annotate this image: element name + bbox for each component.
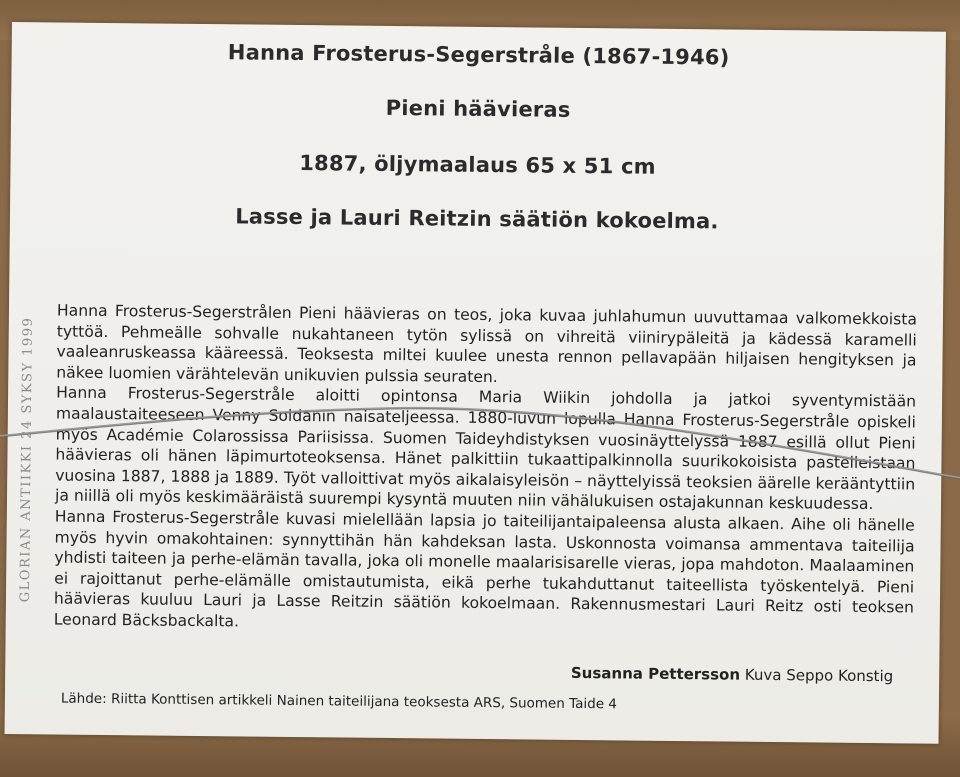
source-line: Lähde: Riitta Konttisen artikkeli Nainen taiteilijana teoksesta ARS, Suomen Taide 4 bbox=[60, 690, 618, 713]
artist-heading: Hanna Frosterus-Segerstråle (1867-1946) bbox=[227, 40, 730, 70]
side-source-text: GLORIAN ANTIIKKI 24 SYKSY 1999 bbox=[17, 316, 36, 603]
author-name: Susanna Pettersson bbox=[570, 663, 741, 684]
info-placard bbox=[5, 22, 946, 744]
credit-line bbox=[571, 664, 893, 685]
paragraph-3: Hanna Frosterus-Segerstråle kuvasi mielellään lapsia jo taiteilijantaipaleensa alusta alkaen. Aihe oli hänelle myös hyvin omakohtainen: synnyttihän hän kahdeksan lasta. Uskonnosta voimansa ammentava taiteilija yhdisti taiteen ja perhe-elämän tavalla, joka oli monelle maalarisisarelle vieras, jopa mahdoton. Maalaaminen ei rajoittanut perhe-elämälle omistautumista, eikä perhe tukahduttanut taiteellista työskentelyä. Pieni häävieras kuuluu Lauri ja Lasse Reitzin säätiön kokoelmaan. Rakennusmestari Lauri Reitz osti teoksen Leonard Bäcksbackalta. bbox=[53, 507, 915, 631]
collection-heading: Lasse ja Lauri Reitzin säätiön kokoelma. bbox=[235, 204, 719, 234]
photo-credit: Kuva Seppo Konstig bbox=[744, 665, 894, 686]
paragraph-2: Hanna Frosterus-Segerstråle aloitti opintonsa Maria Wiikin johdolla ja jatkoi syventymistään maalaustaiteeseen Venny Soldanin naisateljeessa. 1880-luvun lopulla Hanna Frosterus-Segerstråle opiskeli myös Académie Colarossissa Pariisissa. Suomen Taideyhdistyksen vuosinäyttelyssä 1887 esillä ollut Pieni häävieras oli hänen läpimurtoteoksensa. Hänet palkittiin tukaattipalkinnolla suurikokoisista pastelleistaan vuosina 1887, 1888 ja 1889. Työt valloittivat myös aikalaisyleisön – näyttelyissä teoksien äärelle kerääntyttiin ja niillä oli myös keskimääräistä suurempi kysyntä muuten niin vähälukuisen ostajakunnan keskuudessa. bbox=[54, 383, 917, 514]
artwork-details: 1887, öljymaalaus 65 x 51 cm bbox=[299, 151, 656, 179]
artwork-title: Pieni häävieras bbox=[385, 95, 571, 122]
paragraph-1: Hanna Frosterus-Segerstrålen Pieni häävieras on teos, joka kuvaa juhlahumun uuvuttamaa valkomekkoista tyttöä. Pehmeälle sohvalle nukahtaneen tytön sylissä on vihreitä viinirypäleitä ja kädessä karamelli vaaleanruskeassa kääreessä. Teoksesta miltei kuulee unesta rennon pellavapään hiljaisen hengityksen ja näkee luomien värähtelevän unikuvien pulssia seuraten. bbox=[56, 301, 918, 386]
description-text bbox=[54, 300, 917, 638]
